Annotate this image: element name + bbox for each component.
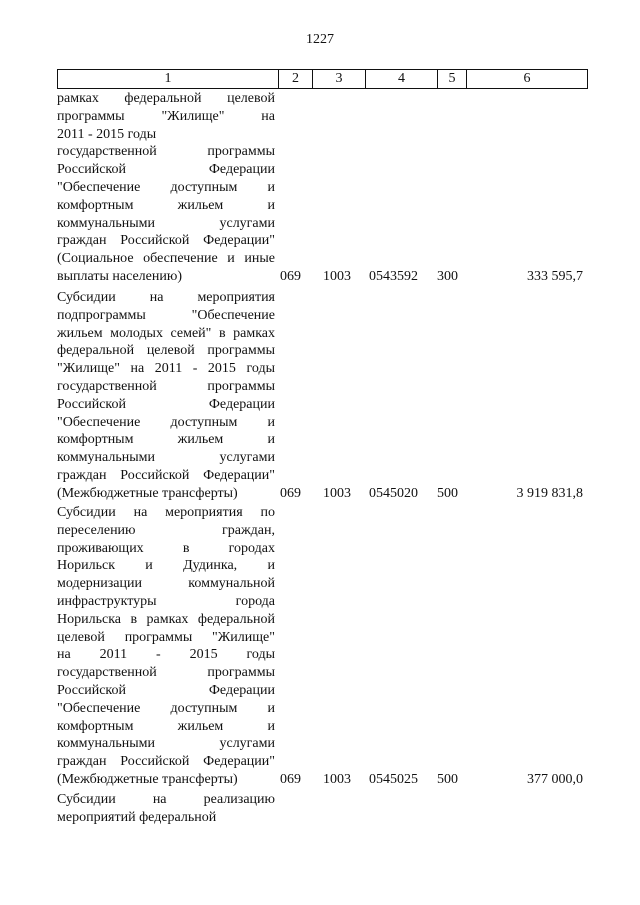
row-description-line: "Обеспечение доступным и <box>57 180 275 195</box>
row-description-line: федеральной целевой программы <box>57 343 275 359</box>
row-description-line: целевой программы "Жилище" <box>57 629 275 645</box>
row-description-line: Субсидии на реализацию <box>57 792 275 807</box>
row-col4-value: 0543592 <box>369 269 418 284</box>
row-description-line: граждан Российской Федерации" <box>57 754 275 770</box>
row-description-line: (Межбюджетные трансферты) <box>57 485 238 501</box>
row-col3-value: 1003 <box>323 269 351 284</box>
column-header-6: 6 <box>467 70 588 89</box>
row-description-line: государственной программы <box>57 144 275 160</box>
row-description-line: (Социальное обеспечение и иные <box>57 251 275 267</box>
row-description-line: граждан Российской Федерации" <box>57 233 275 249</box>
row-description-line: "Жилище" на 2011 - 2015 годы <box>57 361 275 377</box>
row-description-line: государственной программы <box>57 379 275 394</box>
row-description-line: выплаты населению) <box>57 269 182 284</box>
row-description-line: "Обеспечение доступным и <box>57 700 275 716</box>
row-col5-value: 300 <box>437 269 458 284</box>
row-description-line: Российской Федерации <box>57 162 275 178</box>
column-header-1: 1 <box>58 70 279 89</box>
row-description-line: коммунальными услугами <box>57 215 275 231</box>
row-description-line: инфраструктуры города <box>57 594 275 609</box>
row-description-line: Норильска в рамках федеральной <box>57 611 275 627</box>
column-header-4: 4 <box>366 70 438 89</box>
row-description-line: подпрограммы "Обеспечение <box>57 307 275 323</box>
page-number: 1227 <box>306 32 334 47</box>
column-header-5: 5 <box>438 70 467 89</box>
row-description-line: комфортным жильем и <box>57 718 275 734</box>
row-amount-value: 377 000,0 <box>527 772 583 787</box>
row-col3-value: 1003 <box>323 772 351 787</box>
row-col3-value: 1003 <box>323 485 351 501</box>
row-description-line: комфортным жильем и <box>57 432 275 448</box>
row-description-line: проживающих в городах <box>57 540 275 556</box>
row-description-line: программы "Жилище" на <box>57 108 275 124</box>
row-description-line: мероприятий федеральной <box>57 809 217 825</box>
row-description-line: жильем молодых семей" в рамках <box>57 325 275 341</box>
row-description-line: на 2011 - 2015 годы <box>57 647 275 663</box>
row-description-line: Субсидии на мероприятия по <box>57 505 275 520</box>
row-description-line: 2011 - 2015 годы <box>57 126 157 142</box>
row-description-line: комфортным жильем и <box>57 197 275 213</box>
row-col4-value: 0545025 <box>369 772 418 787</box>
column-header-3: 3 <box>313 70 366 89</box>
row-description-line: рамках федеральной целевой <box>57 91 275 106</box>
column-header-2: 2 <box>279 70 313 89</box>
row-description-line: государственной программы <box>57 665 275 681</box>
row-description-line: граждан Российской Федерации" <box>57 468 275 483</box>
row-description-line: Российской Федерации <box>57 396 275 412</box>
row-col5-value: 500 <box>437 772 458 787</box>
row-description-line: Норильск и Дудинка, и <box>57 558 275 574</box>
row-col4-value: 0545020 <box>369 485 418 501</box>
row-description-line: коммунальными услугами <box>57 736 275 752</box>
row-amount-value: 3 919 831,8 <box>516 485 583 501</box>
row-col5-value: 500 <box>437 485 458 501</box>
row-description-line: Субсидии на мероприятия <box>57 290 275 305</box>
row-description-line: коммунальными услугами <box>57 450 275 466</box>
row-col2-value: 069 <box>280 269 301 284</box>
row-description-line: переселению граждан, <box>57 522 275 538</box>
row-description-line: "Обеспечение доступным и <box>57 414 275 430</box>
row-col2-value: 069 <box>280 772 301 787</box>
row-description-line: модернизации коммунальной <box>57 576 275 592</box>
row-description-line: (Межбюджетные трансферты) <box>57 772 238 787</box>
row-col2-value: 069 <box>280 485 301 501</box>
row-amount-value: 333 595,7 <box>527 269 583 284</box>
column-header-row <box>57 69 588 89</box>
row-description-line: Российской Федерации <box>57 683 275 698</box>
